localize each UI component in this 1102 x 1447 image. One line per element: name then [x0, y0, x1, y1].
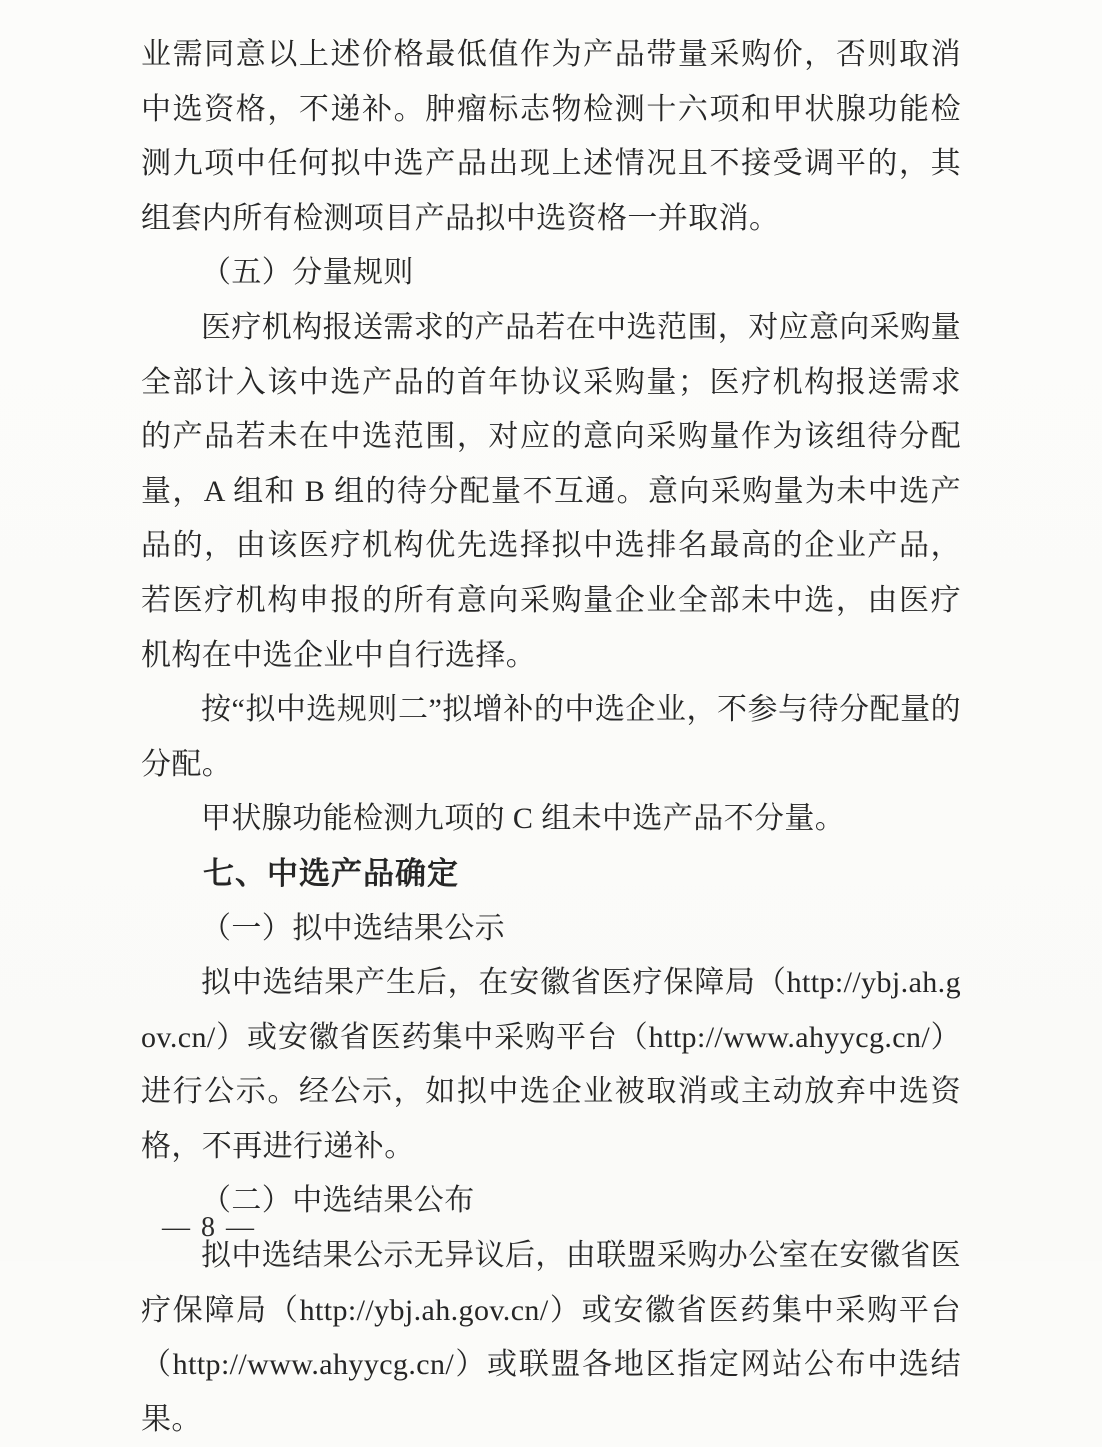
document-body	[141, 28, 961, 1447]
paragraph-quota-price-rule: 业需同意以上述价格最低值作为产品带量采购价，否则取消中选资格，不递补。肿瘤标志物检测十六项和甲状腺功能检测九项中任何拟中选产品出现上述情况且不接受调平的，其组套内所有检测项目产品拟中选资格一并取消。	[141, 38, 961, 235]
heading-chapter-7-selected-products: 七、中选产品确定	[203, 855, 459, 891]
paragraph-supplement-rule: 按“拟中选规则二”拟增补的中选企业，不参与待分配量的分配。	[141, 693, 961, 781]
heading-section-5-volume-rules: （五）分量规则	[201, 256, 414, 290]
heading-subsection-2-result-announcement: （二）中选结果公布	[201, 1184, 475, 1218]
paragraph-result-announcement: 拟中选结果公示无异议后，由联盟采购办公室在安徽省医疗保障局（http://ybj.ah.gov.cn/）或安徽省医药集中采购平台（http://www.ahyycg.cn/）或联盟各地区指定网站公布中选结果。	[141, 1239, 961, 1436]
paragraph-thyroid-group-c: 甲状腺功能检测九项的 C 组未中选产品不分量。	[201, 802, 846, 836]
page-number: — 8 —	[162, 1212, 256, 1243]
paragraph-result-publicity: 拟中选结果产生后，在安徽省医疗保障局（http://ybj.ah.gov.cn/）或安徽省医药集中采购平台（http://www.ahyycg.cn/）进行公示。经公示，如拟中选企业被取消或主动放弃中选资格，不再进行递补。	[141, 966, 961, 1163]
heading-subsection-1-result-publicity: （一）拟中选结果公示	[201, 911, 505, 945]
paragraph-volume-allocation: 医疗机构报送需求的产品若在中选范围，对应意向采购量全部计入该中选产品的首年协议采购量；医疗机构报送需求的产品若未在中选范围，对应的意向采购量作为该组待分配量，A 组和 B 组的待分配量不互通。意向采购量为未中选产品的，由该医疗机构优先选择拟中选排名最高的企业产品，若医疗机构申报的所有意向采购量企业全部未中选，由医疗机构在中选企业中自行选择。	[141, 310, 961, 672]
